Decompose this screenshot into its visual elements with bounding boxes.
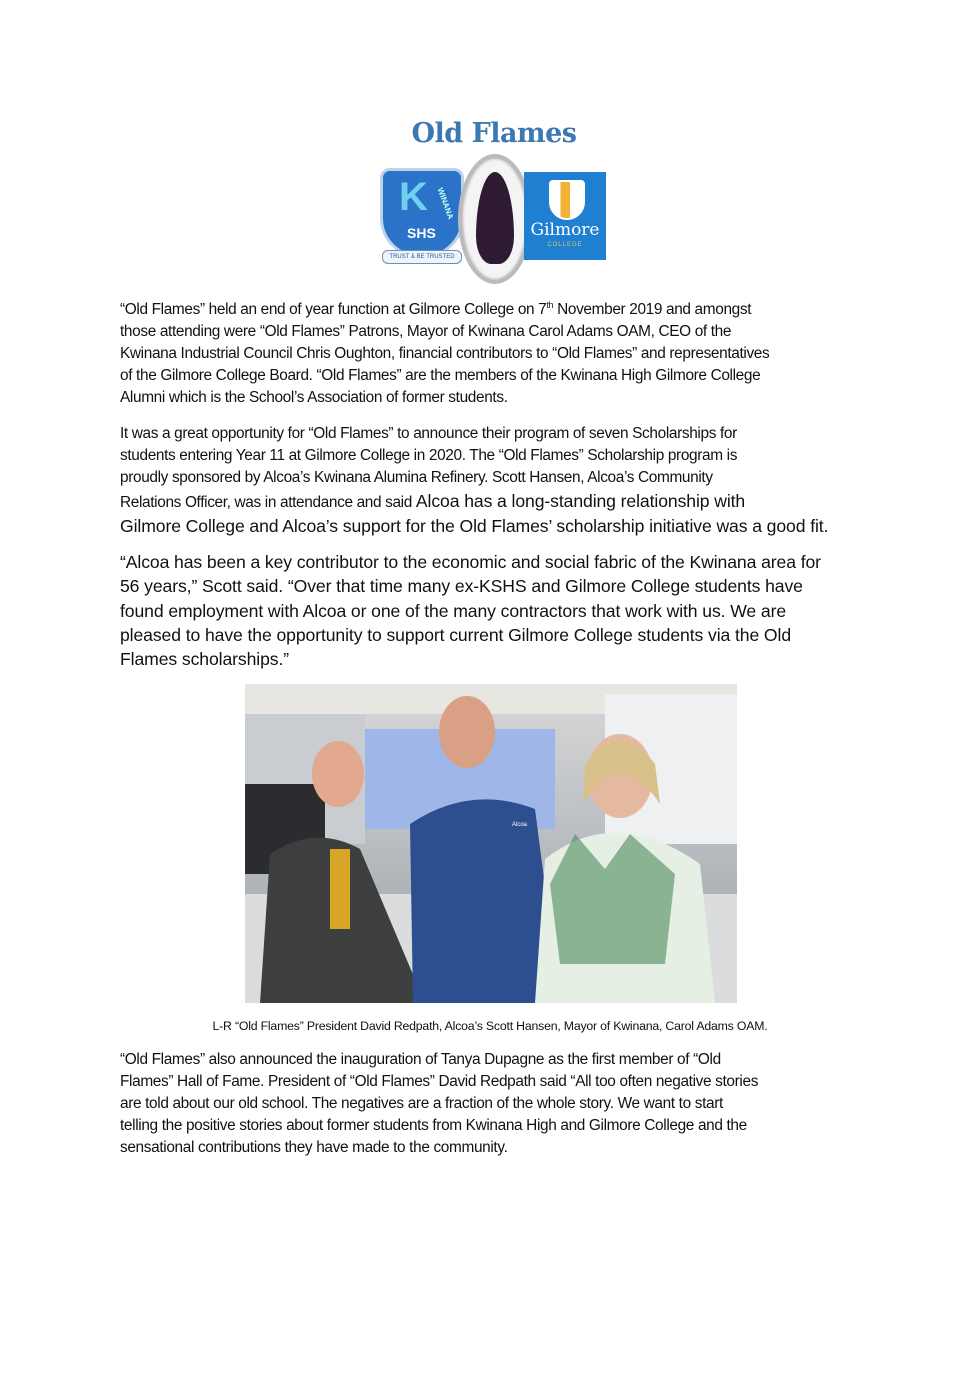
photo-illustration [245, 684, 737, 1003]
text-line: students entering Year 11 at Gilmore College in 2020. The “Old Flames” Scholarship program is [120, 447, 738, 464]
paragraph-3 [120, 550, 870, 671]
text: November 2019 and amongst [553, 301, 752, 318]
badge-motto: TRUST & BE TRUSTED [382, 250, 462, 264]
text-line: “Alcoa has been a key contributor to the economic and social fabric of the Kwinana area for [120, 552, 821, 572]
kwinana-shs-badge [380, 168, 464, 258]
badge-abbr: SHS [407, 225, 436, 241]
text-line [120, 489, 870, 514]
text-line: Alumni which is the School’s Association of former students. [120, 389, 508, 406]
paragraph-2 [120, 423, 870, 538]
text-line: Kwinana Industrial Council Chris Oughton, financial contributors to “Old Flames” and representatives [120, 345, 770, 362]
text: “Old Flames” held an end of year function at Gilmore College on 7 [120, 301, 547, 318]
text-line: It was a great opportunity for “Old Flames” to announce their program of seven Scholarships for [120, 425, 737, 442]
text-line: Flames scholarships.” [120, 649, 290, 670]
text-line: Gilmore College and Alcoa’s support for the Old Flames’ scholarship initiative was a good fit. [120, 516, 829, 536]
text: Relations Officer, was in attendance and said [120, 494, 416, 511]
photo-caption: L-R “Old Flames” President David Redpath, Alcoa’s Scott Hansen, Mayor of Kwinana, Carol Adams OAM. [212, 1019, 768, 1033]
gilmore-crest-icon [549, 180, 585, 220]
group-photo [245, 684, 737, 1003]
paragraph-4 [120, 1049, 870, 1159]
text-line: pleased to have the opportunity to support current Gilmore College students via the Old [120, 624, 792, 645]
text-line: proudly sponsored by Alcoa’s Kwinana Alumina Refinery. Scott Hansen, Alcoa’s Community [120, 469, 713, 486]
text-line: telling the positive stories about former students from Kwinana High and Gilmore College and the [120, 1117, 747, 1134]
text-line: those attending were “Old Flames” Patrons, Mayor of Kwinana Carol Adams OAM, CEO of the [120, 323, 732, 340]
logo-title: Old Flames [411, 118, 577, 149]
text-line: “Old Flames” also announced the inauguration of Tanya Dupagne as the first member of “Old [120, 1051, 721, 1068]
shirt-logo: Alcoa [512, 822, 528, 828]
gilmore-college-badge [524, 172, 606, 260]
text-line: of the Gilmore College Board. “Old Flames” are the members of the Kwinana High Gilmore College [120, 367, 761, 384]
badge-word: WINANA [435, 186, 456, 221]
text: Alcoa has a long-standing relationship with [415, 491, 746, 511]
paragraph-1 [120, 299, 870, 409]
text-line: 56 years,” Scott said. “Over that time many ex-KSHS and Gilmore College students have [120, 576, 803, 597]
superscript: th [546, 299, 554, 310]
text-line [120, 299, 870, 321]
gilmore-sub: COLLEGE [547, 242, 583, 248]
old-flames-logo [376, 118, 612, 278]
gilmore-name: Gilmore [530, 220, 600, 240]
flame-icon [476, 172, 514, 264]
badge-letter: K [399, 175, 428, 219]
text-line: are told about our old school. The negatives are a fraction of the whole story. We want to start [120, 1095, 723, 1112]
text-line: Flames” Hall of Fame. President of “Old Flames” David Redpath said “All too often negative stories [120, 1073, 759, 1090]
text-line: sensational contributions they have made to the community. [120, 1139, 508, 1156]
text-line: found employment with Alcoa or one of the many contractors that work with us. We are [120, 600, 787, 621]
flame-emblem [458, 154, 532, 284]
